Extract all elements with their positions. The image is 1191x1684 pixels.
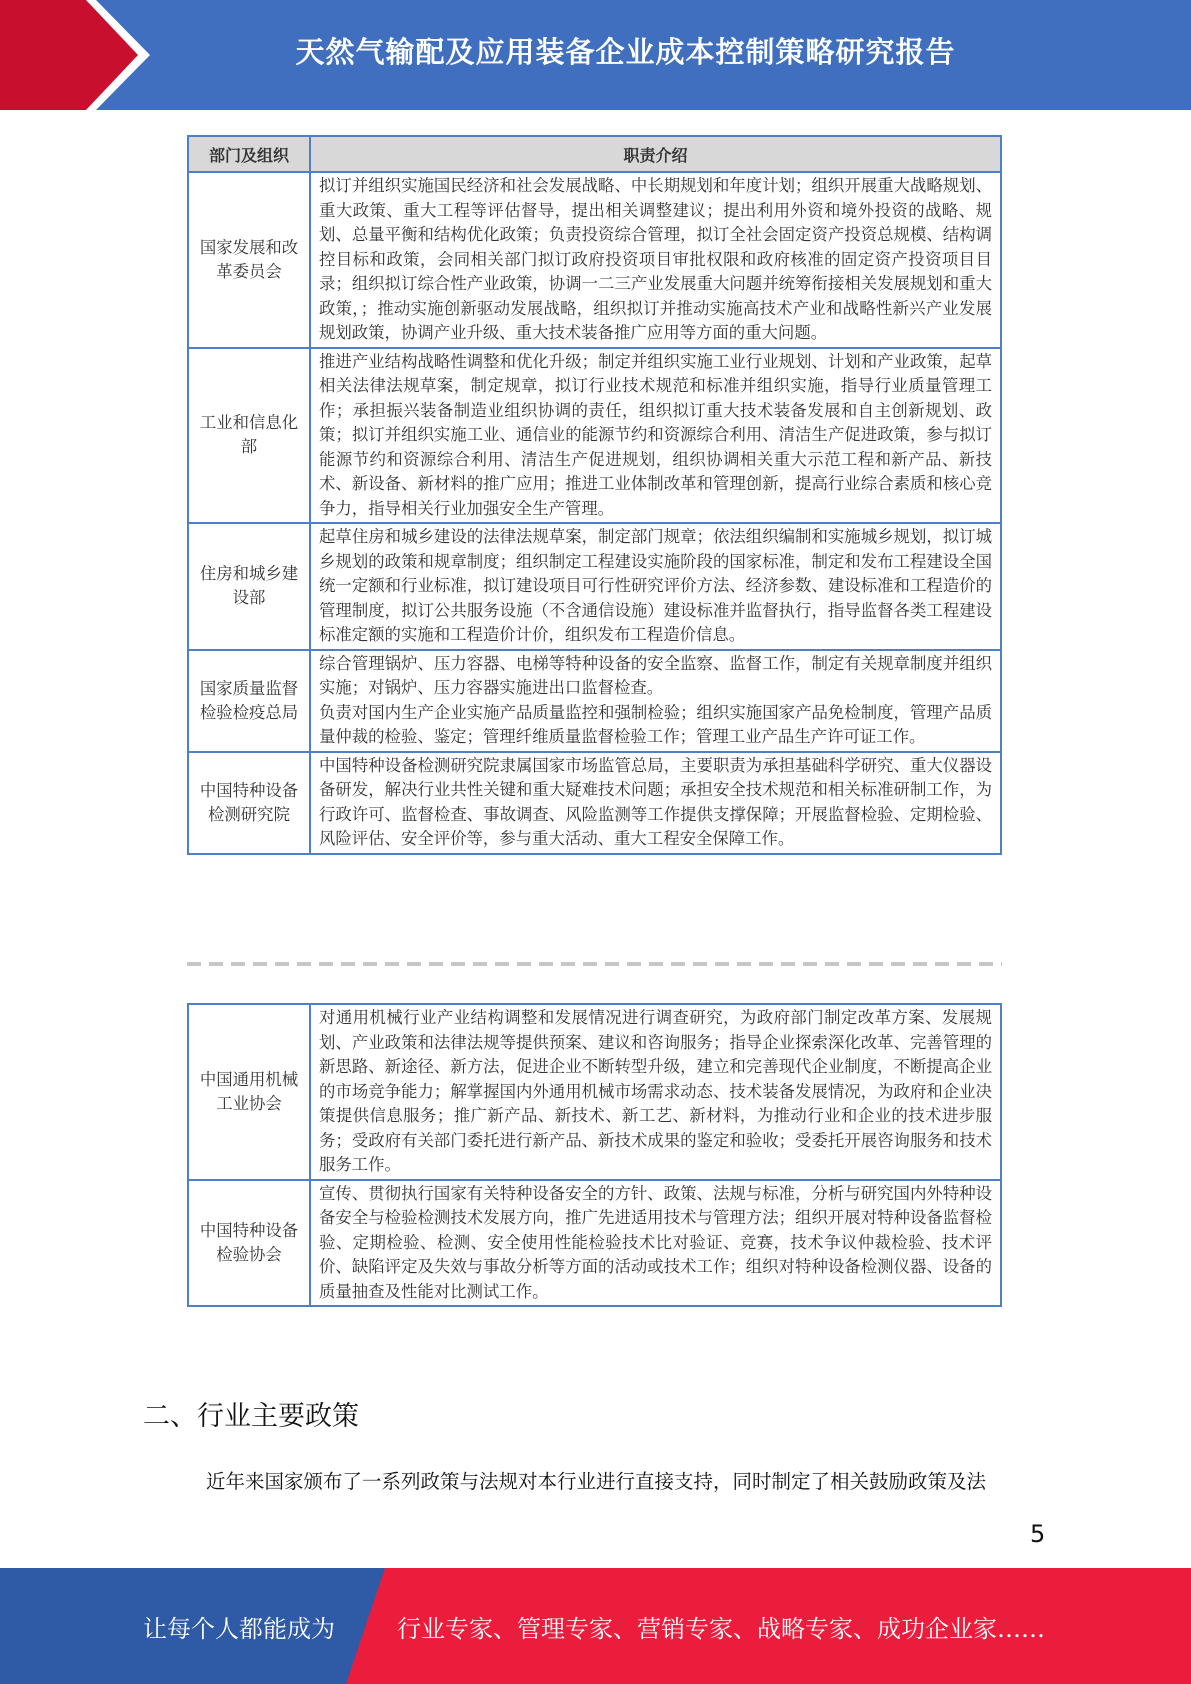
page-header (0, 0, 1191, 110)
report-title: 天然气输配及应用装备企业成本控制策略研究报告 (295, 34, 956, 69)
department-name: 国家质量监督检验检疫总局 (188, 650, 310, 752)
duty-paragraph: 综合管理锅炉、压力容器、电梯等特种设备的安全监察、监督工作，制定有关规章制度并组织实施；对锅炉、压力容器实施进出口监督检查。 (319, 653, 992, 697)
duty-description: 起草住房和城乡建设的法律法规草案，制定部门规章；依法组织编制和实施城乡规划，拟订城乡规划的政策和规章制度；组织制定工程建设实施阶段的国家标准，制定和发布工程建设全国统一定额和行业标准，拟订建设项目可行性研究评价方法、经济参数、建设标准和工程造价的管理制度，拟订公共服务设施（不含通信设施）建设标准并监督执行，指导监督各类工程建设标准定额的实施和工程造价计价，组织发布工程造价信息。 (310, 523, 1001, 650)
table-row (188, 348, 1001, 524)
department-name: 住房和城乡建设部 (188, 523, 310, 650)
duty-description: 对通用机械行业产业结构调整和发展情况进行调查研究，为政府部门制定改革方案、发展规划、产业政策和法律法规等提供预案、建议和咨询服务；指导企业探索深化改革、完善管理的新思路、新途径、新方法，促进企业不断转型升级，建立和完善现代企业制度，不断提高企业的市场竞争能力；解掌握国内外通用机械市场需求动态、技术装备发展情况，为政府和企业决策提供信息服务；推广新产品、新技术、新工艺、新材料，为推动行业和企业的技术进步服务；受政府有关部门委托进行新产品、新技术成果的鉴定和验收；受委托开展咨询服务和技术服务工作。 (310, 1004, 1001, 1180)
footer-slogan-right: 行业专家、管理专家、营销专家、战略专家、成功企业家…… (397, 1614, 1045, 1643)
department-name: 中国特种设备检测研究院 (188, 752, 310, 854)
duty-description: 拟订并组织实施国民经济和社会发展战略、中长期规划和年度计划；组织开展重大战略规划、重大政策、重大工程等评估督导，提出相关调整建议；提出利用外资和境外投资的战略、规划、总量平衡和结构优化政策；负责投资综合管理，拟订全社会固定资产投资总规模、结构调控目标和政策，会同相关部门拟订政府投资项目审批权限和政府核准的固定资产投资项目目录；组织拟订综合性产业政策，协调一二三产业发展重大问题并统筹衔接相关发展规划和重大政策，；推动实施创新驱动发展战略，组织拟订并推动实施高技术产业和战略性新兴产业发展规划政策，协调产业升级、重大技术装备推广应用等方面的重大问题。 (310, 172, 1001, 348)
duty-description (310, 650, 1001, 752)
header-duty: 职责介绍 (310, 136, 1001, 172)
duty-description: 推进产业结构战略性调整和优化升级；制定并组织实施工业行业规划、计划和产业政策，起草相关法律法规草案，制定规章，拟订行业技术规范和标准并组织实施，指导行业质量管理工作；承担振兴装备制造业组织协调的责任，组织拟订重大技术装备发展和自主创新规划、政策；拟订并组织实施工业、通信业的能源节约和资源综合利用、清洁生产促进政策，参与拟订能源节约和资源综合利用、清洁生产促进规划，组织协调相关重大示范工程和新产品、新技术、新设备、新材料的推广应用；推进工业体制改革和管理创新，提高行业综合素质和核心竞争力，指导相关行业加强安全生产管理。 (310, 348, 1001, 524)
header-department: 部门及组织 (188, 136, 310, 172)
department-name: 中国通用机械工业协会 (188, 1004, 310, 1180)
page-cut-divider (187, 962, 1002, 966)
section-heading: 二、行业主要政策 (143, 1401, 359, 1432)
department-name: 中国特种设备检验协会 (188, 1180, 310, 1307)
page-footer (0, 1568, 1191, 1684)
department-name: 工业和信息化部 (188, 348, 310, 524)
table-row (188, 172, 1001, 348)
table-header-row (188, 136, 1001, 172)
table-row (188, 752, 1001, 854)
table-row (188, 523, 1001, 650)
duty-description: 宣传、贯彻执行国家有关特种设备安全的方针、政策、法规与标准，分析与研究国内外特种设备安全与检验检测技术发展方向，推广先进适用技术与管理方法；组织开展对特种设备监督检验、定期检验、检测、安全使用性能检验技术比对验证、竞赛，技术争议仲裁检验、技术评价、缺陷评定及失效与事故分析等方面的活动或技术工作；组织对特种设备检测仪器、设备的质量抽查及性能对比测试工作。 (310, 1180, 1001, 1307)
table-row (188, 1180, 1001, 1307)
table-row (188, 1004, 1001, 1180)
page-number: 5 (1030, 1520, 1046, 1548)
department-name: 国家发展和改革委员会 (188, 172, 310, 348)
section-paragraph: 近年来国家颁布了一系列政策与法规对本行业进行直接支持，同时制定了相关鼓励政策及法 (206, 1470, 987, 1493)
duty-paragraph: 负责对国内生产企业实施产品质量监控和强制检验；组织实施国家产品免检制度，管理产品质量仲裁的检验、鉴定；管理纤维质量监督检验工作；管理工业产品生产许可证工作。 (319, 702, 992, 746)
department-duty-table (187, 135, 1002, 855)
department-duty-table-continued (187, 1003, 1002, 1307)
duty-description: 中国特种设备检测研究院隶属国家市场监管总局，主要职责为承担基础科学研究、重大仪器设备研发，解决行业共性关键和重大疑难技术问题；承担安全技术规范和相关标准研制工作，为行政许可、监督检查、事故调查、风险监测等工作提供支撑保障；开展监督检验、定期检验、风险评估、安全评价等，参与重大活动、重大工程安全保障工作。 (310, 752, 1001, 854)
header-arrow-icon (0, 0, 150, 110)
table-row (188, 650, 1001, 752)
footer-slogan-left: 让每个人都能成为 (143, 1614, 335, 1643)
